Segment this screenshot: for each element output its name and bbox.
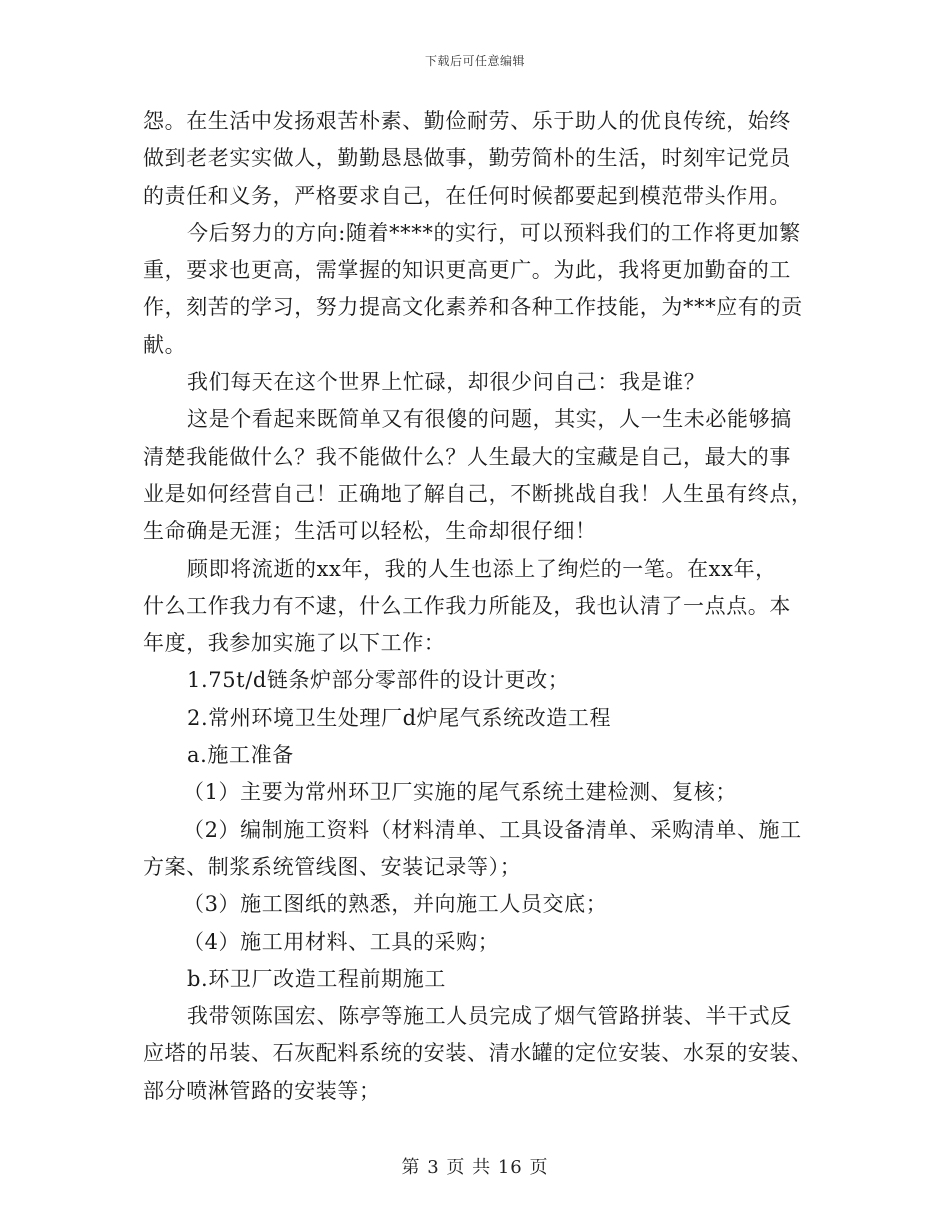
text-line: 献。 [143,332,187,357]
paragraph-start: 顾即将流逝的xx年，我的人生也添上了绚烂的一笔。在xx年， [187,556,777,581]
list-item: （2）编制施工资料（材料清单、工具设备清单、采购清单、施工 [183,817,802,842]
text-line: 怨。在生活中发扬艰苦朴素、勤俭耐劳、乐于助人的优良传统，始终 [143,109,791,133]
list-item: （1）主要为常州环卫厂实施的尾气系统土建检测、复核； [183,780,737,805]
text-line: 年度，我参加实施了以下工作： [143,631,446,656]
text-line: 部分喷淋管路的安装等； [143,1078,381,1103]
text-line: 什么工作我力有不逮，什么工作我力所能及，我也认清了一点点。本 [143,593,791,618]
list-item: （4）施工用材料、工具的采购； [183,929,500,954]
paragraph-start: 今后努力的方向:随着****的实行，可以预料我们的工作将更加繁 [187,220,801,245]
text-line: 方案、制浆系统管线图、安装记录等）； [143,854,522,879]
list-item: b.环卫厂改造工程前期施工 [187,966,446,991]
list-item: 2.常州环境卫生处理厂d炉尾气系统改造工程 [187,705,612,730]
list-item: a.施工准备 [187,743,294,768]
text-line: 做到老老实实做人，勤勤恳恳做事，勤劳简朴的生活，时刻牢记党员 [143,146,791,171]
list-item: 1.75t/d链条炉部分零部件的设计更改； [187,668,570,693]
paragraph-start: 这是个看起来既简单又有很傻的问题，其实，人一生未必能够搞 [187,407,792,432]
text-line: 生命确是无涯；生活可以轻松，生命却很仔细！ [143,519,597,544]
page-number: 第 3 页 共 16 页 [401,1157,549,1178]
text-line: 清楚我能做什么？我不能做什么？人生最大的宝藏是自己，最大的事 [143,444,791,469]
text-line: 业是如何经营自己！正确地了解自己，不断挑战自我！人生虽有终点， [143,481,813,506]
text-line: 应塔的吊装、石灰配料系统的安装、清水罐的定位安装、水泵的安装、 [143,1041,813,1066]
text-line: 作，刻苦的学习，努力提高文化素养和各种工作技能，为***应有的贡 [143,295,803,320]
list-item: （3）施工图纸的熟悉，并向施工人员交底； [183,892,608,917]
text-line: 重，要求也更高，需掌握的知识更高更广。为此，我将更加勤奋的工 [143,258,791,283]
page-header-note: 下载后可任意编辑 [424,54,525,68]
paragraph-start: 我们每天在这个世界上忙碌，却很少问自己：我是谁？ [187,370,706,395]
paragraph-start: 我带领陈国宏、陈亭等施工人员完成了烟气管路拼装、半干式反 [187,1004,792,1029]
text-line: 的责任和义务，严格要求自己，在任何时候都要起到模范带头作用。 [143,183,791,208]
document-body [143,103,823,1110]
